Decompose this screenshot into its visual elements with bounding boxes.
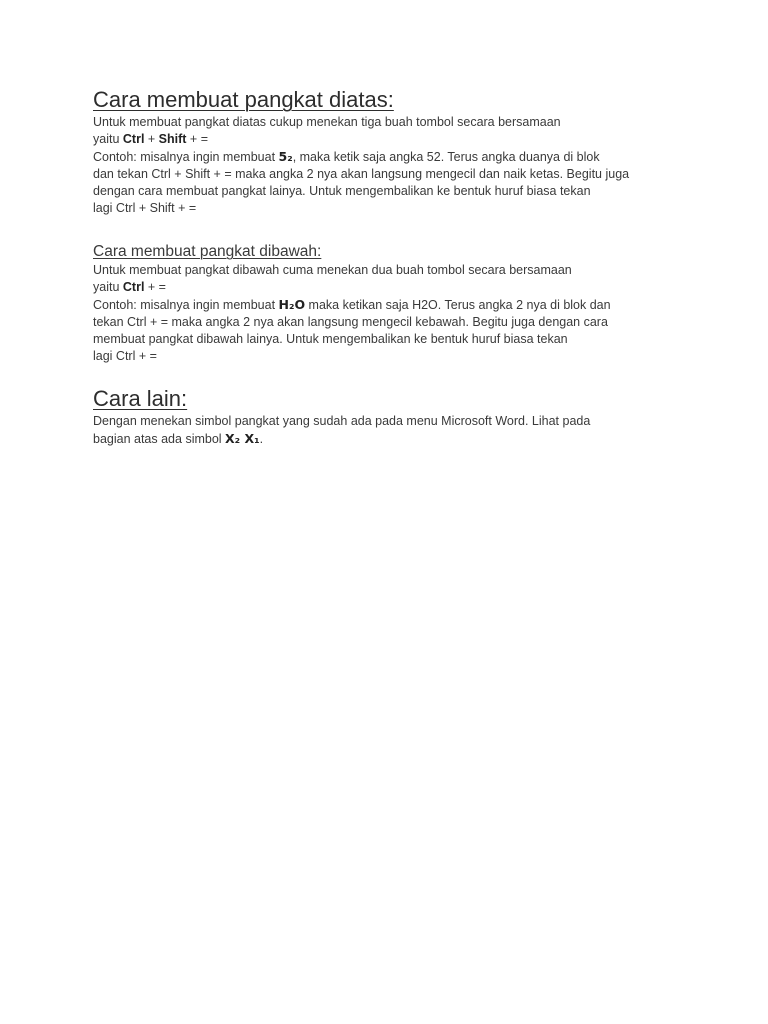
paragraph-line: Dengan menekan simbol pangkat yang sudah ada pada menu Microsoft Word. Lihat pada [93, 414, 591, 428]
paragraph-line: dan tekan Ctrl + Shift + = maka angka 2 nya akan langsung mengecil dan naik ketas. Begitu juga [93, 167, 630, 181]
key-shift: Shift [158, 132, 187, 146]
paragraph-line [93, 131, 693, 148]
heading-superscript: Cara membuat pangkat diatas: [93, 87, 394, 112]
key-ctrl: Ctrl [122, 132, 145, 146]
text-fragment: + = [186, 132, 208, 146]
paragraph-line [93, 296, 693, 314]
paragraph-line: tekan Ctrl + = maka angka 2 nya akan langsung mengecil kebawah. Begitu juga dengan cara [93, 315, 608, 329]
paragraph-line: membuat pangkat dibawah lainya. Untuk mengembalikan ke bentuk huruf biasa tekan [93, 332, 568, 346]
paragraph-line: Untuk membuat pangkat diatas cukup menekan tiga buah tombol secara bersamaan [93, 115, 561, 129]
paragraph-line [93, 430, 693, 448]
text-fragment: Contoh: misalnya ingin membuat [93, 298, 279, 312]
section-other-way [93, 385, 693, 448]
text-fragment: bagian atas ada simbol [93, 432, 226, 446]
text-fragment: , maka ketik saja angka 52. Terus angka duanya di blok [292, 150, 600, 164]
paragraph-line [93, 148, 693, 166]
heading-subscript: Cara membuat pangkat dibawah: [93, 243, 322, 260]
text-fragment: + [144, 132, 159, 146]
text-fragment: + = [144, 280, 166, 294]
key-ctrl: Ctrl [122, 280, 145, 294]
paragraph-line: dengan cara membuat pangkat lainya. Untuk mengembalikan ke bentuk huruf biasa tekan [93, 184, 591, 198]
paragraph-line: lagi Ctrl + = [93, 349, 157, 363]
section-subscript [93, 242, 693, 365]
paragraph-line: Untuk membuat pangkat dibawah cuma menekan dua buah tombol secara bersamaan [93, 263, 572, 277]
text-fragment: yaitu [93, 132, 123, 146]
heading-other-way: Cara lain: [93, 386, 188, 411]
text-fragment: . [259, 432, 264, 446]
example-symbol: H₂O [278, 297, 306, 312]
word-toolbar-symbols: X₂ X₁ [225, 431, 260, 446]
text-fragment: yaitu [93, 280, 123, 294]
section-superscript [93, 86, 693, 217]
paragraph-line [93, 279, 693, 296]
text-fragment: Contoh: misalnya ingin membuat [93, 150, 279, 164]
text-fragment: maka ketikan saja H2O. Terus angka 2 nya di blok dan [305, 298, 611, 312]
paragraph-line: lagi Ctrl + Shift + = [93, 201, 197, 215]
example-symbol: 5₂ [278, 149, 293, 164]
document-page [93, 86, 693, 448]
